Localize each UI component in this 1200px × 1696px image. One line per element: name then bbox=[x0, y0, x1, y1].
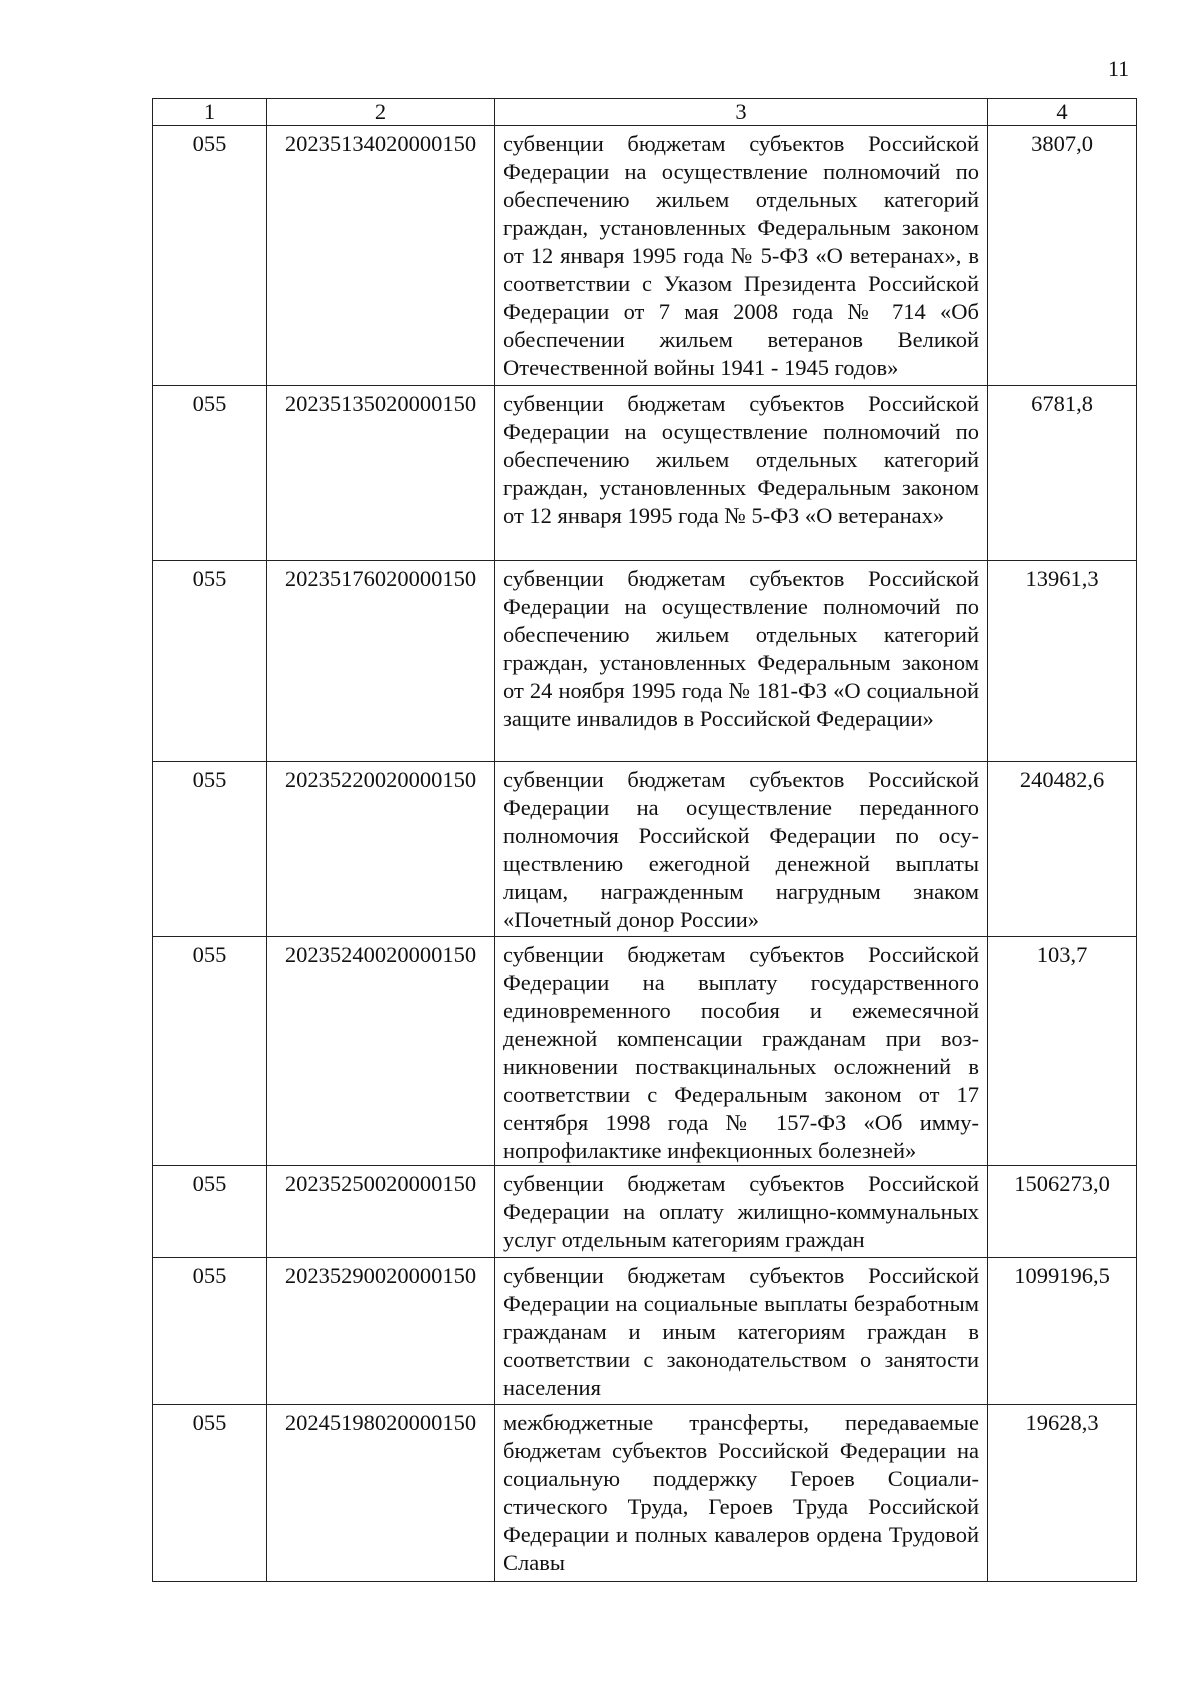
table-row bbox=[153, 1405, 1137, 1582]
amount-cell: 13961,3 bbox=[988, 561, 1137, 762]
kbk-code-cell: 20235220020000150 bbox=[267, 762, 495, 937]
description-cell: субвенции бюджетам субъектов Российской Федерации на осуществление переданного полномочия Российской Федерации по осуществлению ежегодной денежной выплаты лицам, награжденным нагрудным знаком «Почетный донор России» bbox=[495, 762, 988, 937]
table-row bbox=[153, 937, 1137, 1166]
header-row bbox=[153, 99, 1137, 126]
description-cell: субвенции бюджетам субъектов Российской Федерации на оплату жилищно-коммунальных услуг отдельным категориям граждан bbox=[495, 1166, 988, 1258]
kbk-code-cell: 20245198020000150 bbox=[267, 1405, 495, 1582]
amount-cell: 1506273,0 bbox=[988, 1166, 1137, 1258]
kbk-code-cell: 20235290020000150 bbox=[267, 1258, 495, 1405]
table-row bbox=[153, 386, 1137, 561]
kbk-code-cell: 20235135020000150 bbox=[267, 386, 495, 561]
header-cell-3: 3 bbox=[495, 99, 988, 126]
header-cell-2: 2 bbox=[267, 99, 495, 126]
table-row bbox=[153, 561, 1137, 762]
admin-code-cell: 055 bbox=[153, 762, 267, 937]
amount-cell: 3807,0 bbox=[988, 126, 1137, 386]
page-number: 11 bbox=[1108, 56, 1130, 81]
amount-cell: 103,7 bbox=[988, 937, 1137, 1166]
description-cell: межбюджетные трансферты, передаваемые бюджетам субъектов Российской Федерации на социальную поддержку Героев Социалистического Труда, Героев Труда Российской Федерации и полных кавалеров ордена Трудовой Славы bbox=[495, 1405, 988, 1582]
kbk-code-cell: 20235176020000150 bbox=[267, 561, 495, 762]
amount-cell: 240482,6 bbox=[988, 762, 1137, 937]
table-row bbox=[153, 762, 1137, 937]
description-cell: субвенции бюджетам субъектов Российской Федерации на осуществление полномочий по обеспечению жильем отдельных категорий граждан, установленных Федеральным законом от 24 ноября 1995 года № 181-ФЗ «О социальной защите инвалидов в Российской Федерации» bbox=[495, 561, 988, 762]
admin-code-cell: 055 bbox=[153, 561, 267, 762]
table-row bbox=[153, 1166, 1137, 1258]
description-cell: субвенции бюджетам субъектов Российской Федерации на осуществление полномочий по обеспечению жильем отдельных категорий граждан, установленных Федеральным законом от 12 января 1995 года № 5-ФЗ «О ветеранах», в соответствии с Указом Президента Российской Федерации от 7 мая 2008 года № 714 «Об обеспечении жильем ветеранов Великой Отечественной войны 1941 - 1945 годов» bbox=[495, 126, 988, 386]
kbk-code-cell: 20235134020000150 bbox=[267, 126, 495, 386]
budget-table bbox=[152, 98, 1137, 1582]
table-row bbox=[153, 126, 1137, 386]
header-cell-1: 1 bbox=[153, 99, 267, 126]
admin-code-cell: 055 bbox=[153, 1405, 267, 1582]
table-row bbox=[153, 1258, 1137, 1405]
kbk-code-cell: 20235240020000150 bbox=[267, 937, 495, 1166]
amount-cell: 1099196,5 bbox=[988, 1258, 1137, 1405]
amount-cell: 19628,3 bbox=[988, 1405, 1137, 1582]
description-cell: субвенции бюджетам субъектов Российской Федерации на социальные выплаты безработным гражданам и иным категориям граждан в соответствии с законодательством о занятости населения bbox=[495, 1258, 988, 1405]
admin-code-cell: 055 bbox=[153, 386, 267, 561]
admin-code-cell: 055 bbox=[153, 126, 267, 386]
admin-code-cell: 055 bbox=[153, 937, 267, 1166]
admin-code-cell: 055 bbox=[153, 1258, 267, 1405]
admin-code-cell: 055 bbox=[153, 1166, 267, 1258]
header-cell-4: 4 bbox=[988, 99, 1137, 126]
kbk-code-cell: 20235250020000150 bbox=[267, 1166, 495, 1258]
description-cell: субвенции бюджетам субъектов Российской Федерации на осуществление полномочий по обеспечению жильем отдельных категорий граждан, установленных Федеральным законом от 12 января 1995 года № 5-ФЗ «О ветеранах» bbox=[495, 386, 988, 561]
amount-cell: 6781,8 bbox=[988, 386, 1137, 561]
description-cell: субвенции бюджетам субъектов Российской Федерации на выплату государственного единовременного пособия и ежемесячной денежной компенсации гражданам при возникновении поствакцинальных осложнений в соответствии с Федеральным законом от 17 сентября 1998 года № 157-ФЗ «Об иммунопрофилактике инфекционных болезней» bbox=[495, 937, 988, 1166]
